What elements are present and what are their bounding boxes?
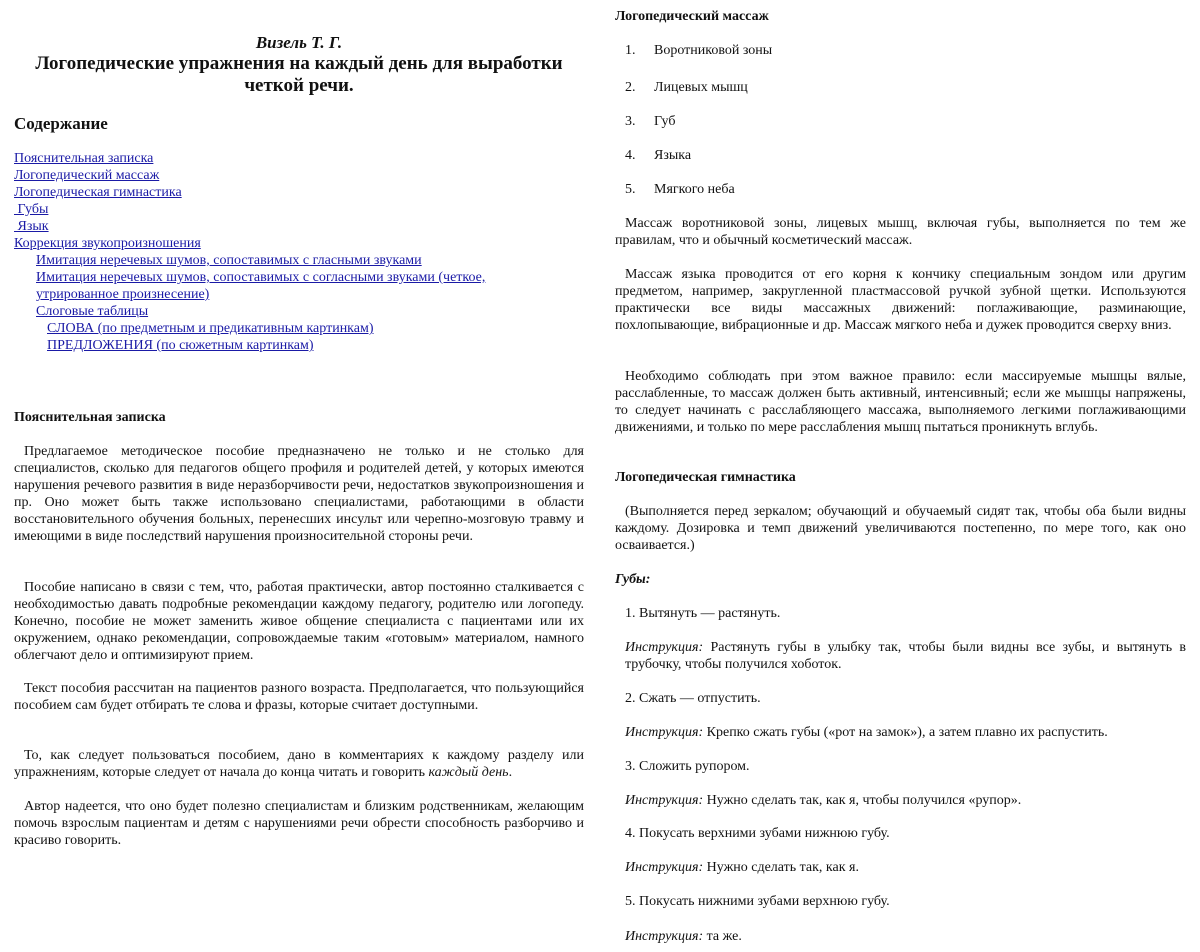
explanatory-paragraph: Пособие написано в связи с тем, что, работая практически, автор постоянно сталкивается с необходимостью давать подробные рекомендации каждому педагогу, родителю или логопеду. Конечно, пособие не может заменить живое общение специалиста с пациентами или их окружением, однако рекомендации, сопровождаемые таким «готовым» материалом, намного облегчают дело и оптимизируют прием. xyxy=(14,580,584,663)
list-item: 3. Губ xyxy=(625,114,676,129)
table-of-contents xyxy=(14,150,584,354)
massage-title: Логопедический массаж xyxy=(615,9,769,24)
toc-link-tongue[interactable]: Язык xyxy=(14,219,49,234)
list-item: 4. Языка xyxy=(625,148,692,163)
exercise-title: 1. Вытянуть — растянуть. xyxy=(625,606,781,621)
exercise-instruction: Инструкция: Нужно сделать так, как я. xyxy=(625,860,859,875)
toc-link-massage[interactable]: Логопедический массаж xyxy=(14,168,160,183)
toc-link-sound-correction[interactable]: Коррекция звукопроизношения xyxy=(14,236,201,251)
toc-link-gymnastics[interactable]: Логопедическая гимнастика xyxy=(14,185,182,200)
toc-link-consonant-noises[interactable]: Имитация неречевых шумов, сопоставимых с согласными звуками (четкое, утрированное произнесение) xyxy=(36,270,486,302)
exercise-title: 3. Сложить рупором. xyxy=(625,759,750,774)
massage-paragraph: Необходимо соблюдать при этом важное правило: если массируемые мышцы вялые, расслабленные, то массаж должен быть активный, интенсивный; если же мышцы напряжены, то следует начинать с расслабляющего массажа, выполняемого легкими поглаживающими движениями, и только по мере расслабления мышц пытаться проникнуть вглубь. xyxy=(615,369,1186,435)
explanatory-paragraph: Текст пособия рассчитан на пациентов разного возраста. Предполагается, что пользующийся пособием сам будет отбирать те слова и фразы, которые считает доступными. xyxy=(14,681,584,713)
list-item: 1. Воротниковой зоны xyxy=(625,43,773,58)
list-item: 2. Лицевых мышц xyxy=(625,80,748,95)
exercise-title: 5. Покусать нижними зубами верхнюю губу. xyxy=(625,894,890,909)
explanatory-paragraph: Автор надеется, что оно будет полезно специалистам и близким родственникам, желающим помочь взрослым пациентам и детям с нарушениями речи обрести способность разборчиво и красиво говорить. xyxy=(14,799,584,848)
explanatory-paragraph: Предлагаемое методическое пособие предназначено не только и не столько для специалистов, сколько для педагогов общего профиля и родителей детей, у которых имеются нарушения речевого развития в виде неразборчивости речи, недостатков звукопроизношения и пр. Оно может быть также использовано специалистами, работающими в области восстановительного обучения больных, перенесших инсульт или черепно-мозговую травму и имеющими в виде последствий нарушения произносительной стороны речи. xyxy=(14,444,584,544)
list-item: 5. Мягкого неба xyxy=(625,182,735,197)
exercise-instruction: Инструкция: та же. xyxy=(625,929,742,944)
gymnastics-title: Логопедическая гимнастика xyxy=(615,470,796,485)
toc-link-vowel-noises[interactable]: Имитация неречевых шумов, сопоставимых с гласными звуками xyxy=(36,253,422,268)
emphasis-text: каждый день xyxy=(428,765,509,780)
lips-subtitle: Губы: xyxy=(615,572,651,587)
author-name: Визель Т. Г. xyxy=(255,33,343,52)
toc-link-syllable-tables[interactable]: Слоговые таблицы xyxy=(36,304,149,319)
explanatory-note-title: Пояснительная записка xyxy=(14,410,166,425)
gymnastics-intro: (Выполняется перед зеркалом; обучающий и обучаемый сидят так, чтобы оба были видны каждому. Дозировка и темп движений увеличиваются постепенно, по мере того, как оно осваивается.) xyxy=(615,504,1186,553)
toc-link-explanatory-note[interactable]: Пояснительная записка xyxy=(14,151,154,166)
book-title: Логопедические упражнения на каждый день для выработки четкой речи. xyxy=(35,53,563,96)
exercise-instruction: Инструкция: Растянуть губы в улыбку так, чтобы были видны все зубы, и вытянуть в трубочку, чтобы получился хоботок. xyxy=(625,640,1187,672)
toc-heading: Содержание xyxy=(14,114,108,133)
massage-paragraph: Массаж воротниковой зоны, лицевых мышц, включая губы, выполняется по тем же правилам, что и обычный косметический массаж. xyxy=(615,216,1186,248)
exercise-title: 2. Сжать — отпустить. xyxy=(625,691,761,706)
toc-link-sentences[interactable]: ПРЕДЛОЖЕНИЯ (по сюжетным картинкам) xyxy=(47,338,314,353)
toc-link-lips[interactable]: Губы xyxy=(14,202,49,217)
explanatory-paragraph: То, как следует пользоваться пособием, дано в комментариях к каждому разделу или упражнениям, которые следует от начала до конца читать и говорить каждый день. xyxy=(14,748,584,780)
toc-link-words[interactable]: СЛОВА (по предметным и предикативным картинкам) xyxy=(47,321,374,336)
exercise-title: 4. Покусать верхними зубами нижнюю губу. xyxy=(625,826,890,841)
exercise-instruction: Инструкция: Крепко сжать губы («рот на замок»), а затем плавно их распустить. xyxy=(625,725,1108,740)
massage-paragraph: Массаж языка проводится от его корня к кончику специальным зондом или другим предметом, например, закругленной пластмассовой ручкой зубной щетки. Используются практически все виды массажных движений: поглаживающие, разминающие, похлопывающие, вибрационные и др. Массаж мягкого неба и дужек проводится сверху вниз. xyxy=(615,267,1186,333)
exercise-instruction: Инструкция: Нужно сделать так, как я, чтобы получился «рупор». xyxy=(625,793,1022,808)
